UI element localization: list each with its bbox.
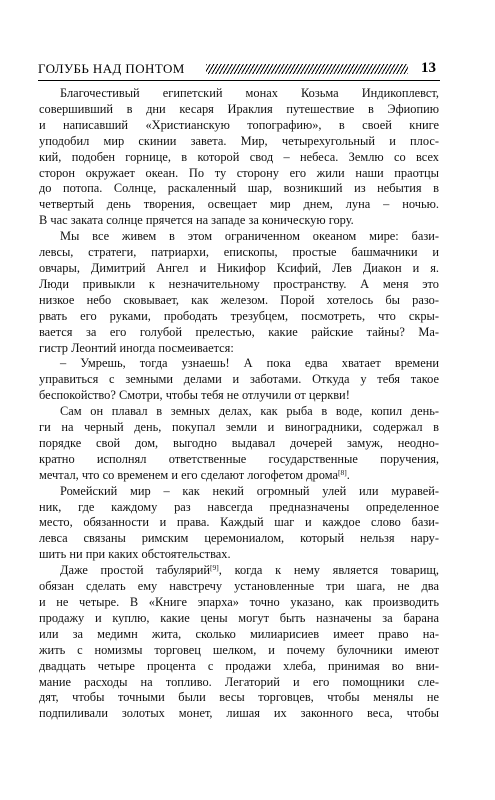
text-line: до потопа. Солнце, раскаленный шар, возникший из небытия в [39, 181, 439, 196]
text-line: четвертый день творения, освещает мир днем, луна – ночью. [39, 197, 439, 212]
text-line: ник, где каждому раз навсегда предназначены определенное [39, 499, 439, 514]
text-line: вается за его голубой прелестью, какие райские тайны? Ма- [39, 324, 439, 339]
text-fragment: мечтал, что со временем и его сделают логофетом дрома [39, 467, 338, 482]
text-line: кратно исполнял ответственные государственные поручения, [39, 451, 439, 466]
text-line: управиться с земными делами и заботами. Откуда у тебя такое [39, 372, 439, 387]
text-line: левсы, стратеги, патриархи, епископы, простые башмачники и [39, 245, 439, 260]
text-line: кий, подобен горнице, в которой свод – небеса. Землю со всех [39, 149, 439, 164]
text-line: дят, чтобы точными были весы торговцев, чтобы менялы не [39, 690, 439, 705]
text-line: Благочестивый египетский монах Козьма Индикоплевст, [60, 86, 439, 100]
text-line [39, 468, 439, 484]
text-line: низкое небо сковывает, как железом. Порой хотелось бы разо- [39, 292, 439, 307]
text-line: подпиливали золотых монет, лишая их законного веса, чтобы [39, 706, 439, 721]
text-line: Сам он плавал в земных делах, как рыба в воде, копил день- [60, 404, 439, 419]
text-line: обязан сделать ему навстречу установленные три шага, не два [39, 579, 439, 594]
text-line: – Умрешь, тогда узнаешь! А пока едва хватает времени [60, 356, 439, 371]
text-fragment: . [346, 467, 350, 482]
paragraph [39, 356, 439, 404]
page-number: 13 [421, 60, 436, 76]
text-line: и не четыре. В «Книге эпарха» точно указано, как производить [39, 595, 439, 609]
text-line: порядке свой дом, выгодно выдавал дочерей замуж, неодно- [39, 435, 439, 450]
text-line: ги на черный день, покупал земли и виноградники, содержал в [39, 420, 439, 435]
text-line: гистр Леонтий иногда посмеивается: [39, 340, 234, 355]
text-line: жить с номизмы торговец шелком, и почему булочники имеют [39, 642, 439, 657]
text-line: беспокойство? Смотри, чтобы тебя не отлучили от церкви! [39, 388, 350, 403]
text-line: двадцать четыре процента с продажи хлеба, принимая во вни- [39, 658, 439, 673]
text-fragment: , когда к нему является товарищ, [218, 563, 439, 578]
header-hatch-ornament [206, 64, 408, 74]
text-line: уподобил мир скинии завета. Мир, четырехугольный и плос- [39, 133, 439, 148]
text-line: сторон окружает океан. По ту сторону его жили наши праотцы [39, 165, 439, 180]
text-line: Люди привыкли к незначительному пространству. А меня это [39, 276, 439, 291]
text-line: совершивший в дни кесаря Ираклия путешествие в Эфиопию [39, 101, 439, 116]
footnote-ref[interactable]: [8] [337, 467, 347, 477]
text-line: В час заката солнце прячется на западе за коническую гору. [39, 213, 354, 228]
body-text [39, 86, 439, 722]
paragraph [39, 86, 439, 229]
paragraph [39, 229, 439, 356]
text-line: рвать его руками, прободать трезубцем, посмотреть, что скры- [39, 308, 439, 323]
text-line: место, обязанности и права. Каждый шаг и каждое слово бази- [39, 515, 439, 530]
text-line [39, 563, 439, 579]
footnote-ref[interactable]: [9] [210, 563, 219, 573]
paragraph [39, 404, 439, 484]
header-rule [38, 80, 440, 81]
paragraph [39, 563, 439, 722]
text-line: продажу и куплю, какие цены могут быть назначены за барана [39, 610, 439, 625]
text-line: овчары, Димитрий Ангел и Никифор Ксифий, Лев Диакон и я. [39, 260, 439, 275]
text-line: Мы все живем в этом ограниченном океаном мире: бази- [60, 229, 439, 244]
text-line: и написавший «Христианскую топографию», в своей книге [39, 117, 439, 132]
text-fragment: Даже простой табулярий [60, 563, 211, 578]
text-line: Ромейский мир – как некий огромный улей или муравей- [60, 483, 439, 498]
text-line: мание расходы на топливо. Легаторий и его помощники сле- [39, 674, 439, 689]
text-line: левса связаны римским церемониалом, который нельзя нару- [39, 531, 439, 546]
text-line: или за медимн жита, сколько милиарисиев имеет право на- [39, 626, 439, 641]
paragraph [39, 484, 439, 564]
running-title: ГОЛУБЬ НАД ПОНТОМ [38, 61, 185, 76]
running-header [38, 60, 440, 78]
text-line: шить ни при каких обстоятельствах. [39, 547, 231, 562]
